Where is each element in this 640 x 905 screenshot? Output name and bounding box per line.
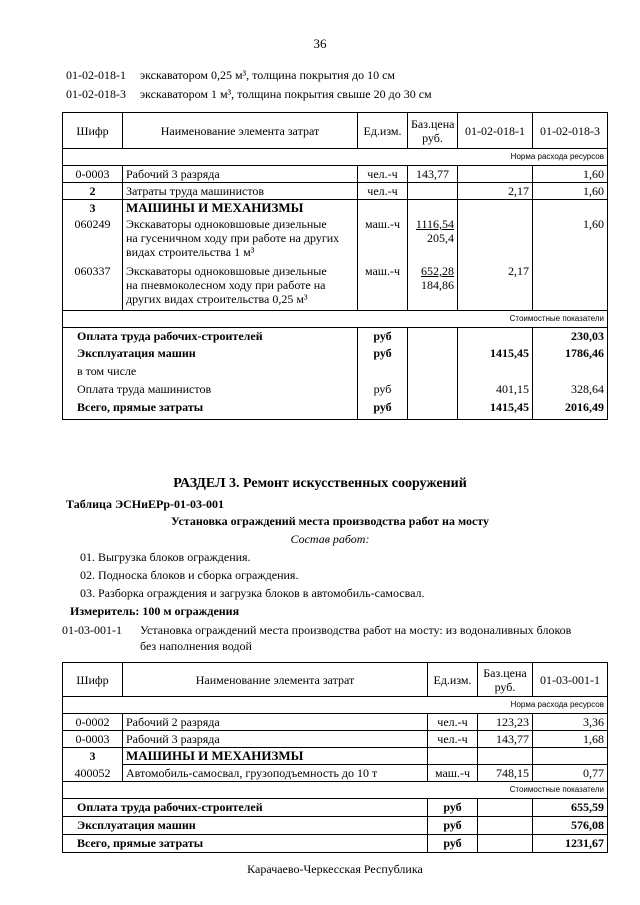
price-main: 652,28 — [421, 264, 454, 278]
cost-row — [63, 345, 608, 363]
row-code: 0-0002 — [63, 714, 123, 731]
code-id: 01-03-001-1 — [62, 623, 122, 637]
cost-row — [63, 381, 608, 399]
row-v2: 1,60 — [533, 183, 608, 200]
header-unit: Ед.изм. — [428, 663, 478, 697]
table-header-row — [63, 113, 608, 149]
cost-v2: 2016,49 — [533, 399, 608, 419]
cost-unit: руб — [358, 327, 408, 345]
measurement-unit: Измеритель: 100 м ограждения — [70, 604, 240, 618]
row-v2 — [533, 260, 608, 310]
resource-table-2 — [62, 662, 608, 853]
section-title: РАЗДЕЛ 3. Ремонт искусственных сооружений — [173, 476, 467, 491]
price-secondary: 184,86 — [421, 278, 454, 292]
cost-v1: 401,15 — [458, 381, 533, 399]
cost-name: Всего, прямые затраты — [63, 399, 358, 419]
list-item: 01. Выгрузка блоков ограждения. — [80, 550, 251, 564]
norm-label: Норма расхода ресурсов — [63, 149, 608, 166]
cost-v1 — [458, 363, 533, 381]
machine-row — [63, 260, 608, 310]
row-unit: чел.-ч — [428, 714, 478, 731]
list-item: 02. Подноска блоков и сборка ограждения. — [80, 568, 299, 582]
code-desc: экскаватором 1 м³, толщина покрытия свыше 20 до 30 см — [140, 87, 432, 101]
cost-unit: руб — [428, 835, 478, 853]
cost-label-row — [63, 782, 608, 799]
norm-row — [63, 149, 608, 166]
cost-name: Всего, прямые затраты — [63, 835, 428, 853]
row-v1: 1,68 — [533, 731, 608, 748]
cost-row — [63, 835, 608, 853]
row-name — [123, 260, 358, 310]
row-unit: чел.-ч — [358, 166, 408, 183]
table-row — [63, 714, 608, 731]
row-price: 123,23 — [478, 714, 533, 731]
list-item: 03. Разборка ограждения и загрузка блоков в автомобиль-самосвал. — [80, 586, 425, 600]
resource-table-1 — [62, 112, 608, 420]
header-unit: Ед.изм. — [358, 113, 408, 149]
row-code: 060337 — [63, 260, 123, 310]
code-line-3 — [62, 623, 571, 638]
cost-name: Оплата труда рабочих-строителей — [63, 327, 358, 345]
cost-unit: руб — [358, 381, 408, 399]
group-code: 3 — [63, 748, 123, 765]
row-name: Рабочий 2 разряда — [123, 714, 428, 731]
header-col-1: 01-03-001-1 — [533, 663, 608, 697]
header-name: Наименование элемента затрат — [123, 663, 428, 697]
cost-unit: руб — [358, 399, 408, 419]
cost-v2 — [533, 363, 608, 381]
row-unit: маш.-ч — [358, 216, 408, 260]
row-price — [408, 260, 458, 310]
cost-row — [63, 363, 608, 381]
cost-row — [63, 817, 608, 835]
header-name: Наименование элемента затрат — [123, 113, 358, 149]
header-price: Баз.цена руб. — [478, 663, 533, 697]
code-desc: экскаватором 0,25 м³, толщина покрытия до 10 см — [140, 68, 395, 82]
row-code: 0-0003 — [63, 731, 123, 748]
table-row — [63, 731, 608, 748]
cost-unit — [358, 363, 408, 381]
group-code: 3 — [63, 200, 123, 217]
group-title: МАШИНЫ И МЕХАНИЗМЫ — [123, 748, 428, 765]
cost-name: Оплата труда рабочих-строителей — [63, 799, 428, 817]
group-row — [63, 748, 608, 765]
machine-row — [63, 765, 608, 782]
machine-row — [63, 216, 608, 260]
code-desc-line-2: без наполнения водой — [140, 639, 252, 653]
cost-v2: 230,03 — [533, 327, 608, 345]
row-unit: чел.-ч — [428, 731, 478, 748]
row-price: 143,77 — [408, 166, 458, 183]
row-unit: маш.-ч — [358, 260, 408, 310]
table-header-row — [63, 663, 608, 697]
page-number: 36 — [313, 36, 327, 51]
row-unit: чел.-ч — [358, 183, 408, 200]
cost-row — [63, 399, 608, 419]
cost-unit: руб — [428, 799, 478, 817]
name-line: Экскаваторы одноковшовые дизельные — [126, 217, 327, 231]
name-line: на гусеничном ходу при работе на других — [126, 231, 340, 245]
cost-unit: руб — [428, 817, 478, 835]
name-line: Экскаваторы одноковшовые дизельные — [126, 264, 327, 278]
cost-name: Оплата труда машинистов — [63, 381, 358, 399]
row-name: Автомобиль-самосвал, грузоподъемность до 10 т — [123, 765, 428, 782]
row-code: 060249 — [63, 216, 123, 260]
cost-v2: 328,64 — [533, 381, 608, 399]
norm-row — [63, 697, 608, 714]
work-title: Установка ограждений места производства работ на мосту — [170, 514, 490, 528]
row-unit: маш.-ч — [428, 765, 478, 782]
row-code: 400052 — [63, 765, 123, 782]
code-line-2 — [66, 87, 432, 102]
row-v1: 3,36 — [533, 714, 608, 731]
row-v1: 0,77 — [533, 765, 608, 782]
cost-v1: 1415,45 — [458, 345, 533, 363]
row-name — [123, 216, 358, 260]
group-title: МАШИНЫ И МЕХАНИЗМЫ — [123, 200, 358, 217]
cost-v1: 576,08 — [533, 817, 608, 835]
cost-name: в том числе — [63, 363, 358, 381]
row-name: Рабочий 3 разряда — [123, 731, 428, 748]
code-id: 01-02-018-3 — [66, 87, 126, 101]
cost-label-row — [63, 310, 608, 327]
header-col-1: 01-02-018-1 — [458, 113, 533, 149]
cost-label: Стоимостные показатели — [63, 310, 608, 327]
row-price — [408, 183, 458, 200]
group-row — [63, 200, 608, 217]
cost-v1: 1415,45 — [458, 399, 533, 419]
row-v2: 1,60 — [533, 166, 608, 183]
header-col-2: 01-02-018-3 — [533, 113, 608, 149]
row-price: 143,77 — [478, 731, 533, 748]
row-name: Затраты труда машинистов — [123, 183, 358, 200]
work-subtitle: Состав работ: — [290, 532, 370, 546]
table-row — [63, 166, 608, 183]
name-line: видах строительства 1 м³ — [126, 245, 255, 259]
header-code: Шифр — [63, 663, 123, 697]
code-desc: Установка ограждений места производства работ на мосту: из водоналивных блоков — [140, 623, 572, 637]
cost-v1: 1231,67 — [533, 835, 608, 853]
cost-v1 — [458, 327, 533, 345]
row-price: 748,15 — [478, 765, 533, 782]
row-v1: 2,17 — [458, 260, 533, 310]
row-v1 — [458, 166, 533, 183]
norm-label: Норма расхода ресурсов — [63, 697, 608, 714]
row-v1: 2,17 — [458, 183, 533, 200]
cost-name: Эксплуатация машин — [63, 345, 358, 363]
row-code: 2 — [63, 183, 123, 200]
cost-unit: руб — [358, 345, 408, 363]
price-main: 1116,54 — [415, 217, 454, 231]
code-line-1 — [66, 68, 395, 83]
name-line: других видах строительства 0,25 м³ — [126, 292, 308, 306]
table-title: Таблица ЭСНиЕРр-01-03-001 — [66, 497, 225, 511]
cost-row — [63, 799, 608, 817]
row-name: Рабочий 3 разряда — [123, 166, 358, 183]
cost-v2: 1786,46 — [533, 345, 608, 363]
footer-region: Карачаево-Черкесская Республика — [247, 862, 423, 876]
row-v2: 1,60 — [533, 216, 608, 260]
cost-label: Стоимостные показатели — [63, 782, 608, 799]
row-price — [408, 216, 458, 260]
table-row — [63, 183, 608, 200]
code-id: 01-02-018-1 — [66, 68, 126, 82]
header-code: Шифр — [63, 113, 123, 149]
header-price: Баз.цена руб. — [408, 113, 458, 149]
cost-v1: 655,59 — [533, 799, 608, 817]
row-code: 0-0003 — [63, 166, 123, 183]
row-v1 — [458, 216, 533, 260]
cost-row — [63, 327, 608, 345]
name-line: на пневмоколесном ходу при работе на — [126, 278, 326, 292]
price-secondary: 205,4 — [427, 231, 454, 245]
cost-name: Эксплуатация машин — [63, 817, 428, 835]
